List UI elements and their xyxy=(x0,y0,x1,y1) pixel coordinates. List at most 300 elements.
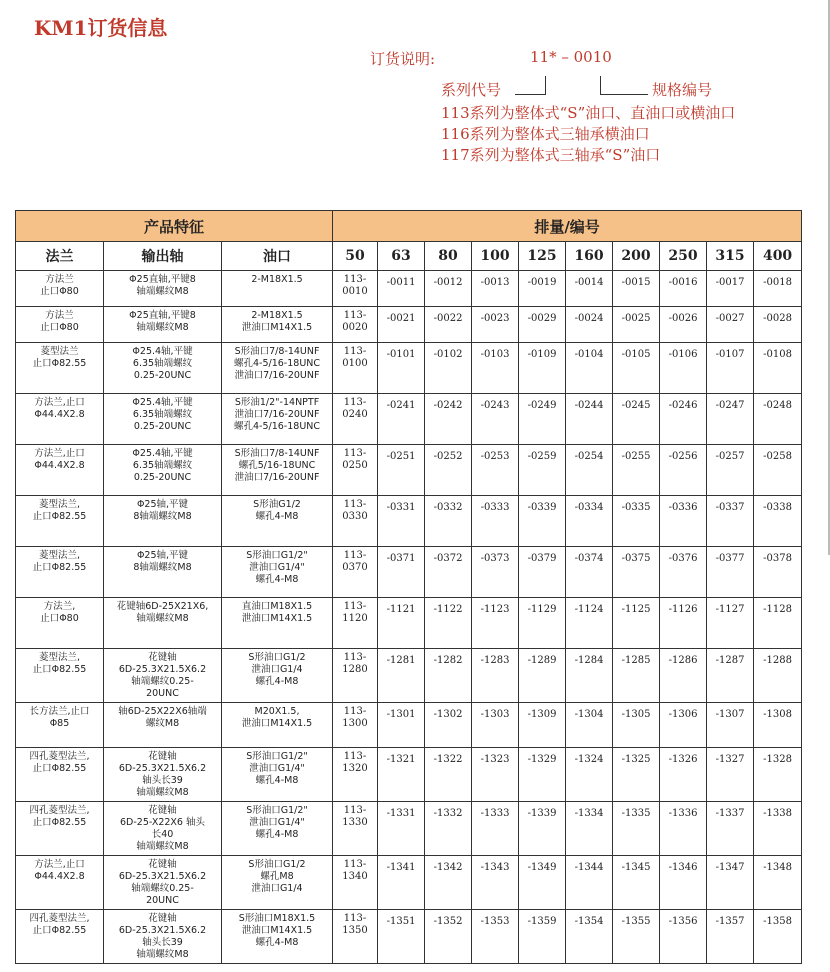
spec-code-cell xyxy=(425,598,472,649)
spec-code-cell-text: -0376 xyxy=(668,553,698,564)
base-code-cell xyxy=(333,307,378,343)
spec-code-cell-text: -1284 xyxy=(574,655,604,666)
base-code-cell xyxy=(333,910,378,964)
spec-code-cell-text: -1304 xyxy=(574,709,604,720)
spec-code-cell-text: -0247 xyxy=(715,400,745,411)
spec-code-cell xyxy=(425,748,472,802)
spec-code-cell-text: -0241 xyxy=(386,400,416,411)
shaft-cell xyxy=(104,598,222,649)
displacement-column-header: 315 xyxy=(707,242,754,271)
port-cell xyxy=(222,271,333,307)
table-row xyxy=(16,802,802,856)
table-row xyxy=(16,343,802,394)
spec-code-cell xyxy=(660,496,707,547)
flange-cell xyxy=(16,649,104,703)
spec-code-cell xyxy=(378,910,425,964)
spec-code-cell-text: -0019 xyxy=(527,277,557,288)
base-code-cell-text: 113- 1330 xyxy=(342,805,368,828)
spec-code-cell xyxy=(378,547,425,598)
spec-number-label: 规格编号 xyxy=(652,81,713,99)
flange-cell-text: 四孔菱型法兰, 止口Φ82.55 xyxy=(29,751,90,774)
spec-code-cell-text: -1357 xyxy=(715,916,745,927)
port-cell-text: S形油1/2"-14NPTF 泄油口7/16-20UNF 螺孔4-5/16-18UNC xyxy=(234,397,321,432)
port-cell-text: S形油口7/8-14UNF 螺孔5/16-18UNC 泄油口7/16-20UNF xyxy=(234,448,320,483)
spec-code-cell xyxy=(519,703,566,748)
spec-code-cell-text: -0101 xyxy=(386,349,416,360)
base-code-cell xyxy=(333,598,378,649)
spec-code-cell xyxy=(754,496,802,547)
spec-code-cell-text: -1342 xyxy=(433,862,463,873)
spec-code-cell xyxy=(754,703,802,748)
spec-code-cell xyxy=(425,271,472,307)
spec-code-cell-text: -1288 xyxy=(763,655,792,666)
spec-code-cell-text: -0015 xyxy=(621,277,651,288)
flange-cell-text: 长方法兰,止口 Φ85 xyxy=(29,706,90,729)
spec-code-cell-text: -1323 xyxy=(480,754,510,765)
spec-code-cell-text: -0245 xyxy=(621,400,651,411)
spec-code-cell xyxy=(660,703,707,748)
spec-code-cell-text: -1344 xyxy=(574,862,604,873)
spec-code-cell xyxy=(566,802,613,856)
spec-code-cell xyxy=(566,445,613,496)
displacement-column-header: 50 xyxy=(333,242,378,271)
page-title: KM1订货信息 xyxy=(34,16,168,40)
base-code-cell xyxy=(333,496,378,547)
spec-code-cell-text: -0022 xyxy=(433,313,463,324)
spec-code-cell xyxy=(425,343,472,394)
spec-code-cell-text: -0254 xyxy=(574,451,604,462)
spec-code-cell xyxy=(519,343,566,394)
spec-code-cell-text: -1326 xyxy=(668,754,698,765)
spec-code-cell-text: -0104 xyxy=(574,349,604,360)
spec-code-cell-text: -1303 xyxy=(480,709,510,720)
spec-code-cell xyxy=(754,856,802,910)
spec-code-cell xyxy=(613,748,660,802)
spec-code-cell xyxy=(754,910,802,964)
spec-code-cell-text: -1123 xyxy=(480,604,510,615)
spec-code-cell-text: -0338 xyxy=(763,502,792,513)
spec-code-cell-text: -1354 xyxy=(574,916,604,927)
shaft-cell-text: 花键轴 6D-25-X22X6 轴头 长40 轴端螺纹M8 xyxy=(120,805,205,852)
spec-code-cell-text: -1329 xyxy=(527,754,557,765)
spec-code-cell xyxy=(519,307,566,343)
spec-code-cell xyxy=(660,547,707,598)
base-code-cell-text: 113- 0370 xyxy=(342,550,368,573)
displacement-group-header: 排量/编号 xyxy=(333,211,802,242)
base-code-cell xyxy=(333,547,378,598)
spec-code-cell-text: -1287 xyxy=(715,655,745,666)
base-code-cell-text: 113- 0020 xyxy=(342,310,368,333)
spec-code-cell-text: -0372 xyxy=(433,553,463,564)
flange-cell xyxy=(16,307,104,343)
spec-code-cell-text: -1307 xyxy=(715,709,745,720)
spec-code-cell xyxy=(425,394,472,445)
flange-cell xyxy=(16,394,104,445)
spec-code-cell-text: -1356 xyxy=(668,916,698,927)
spec-code-cell-text: -1349 xyxy=(527,862,557,873)
spec-code-cell xyxy=(660,856,707,910)
flange-cell-text: 方法兰, 止口Φ80 xyxy=(40,601,79,624)
spec-code-cell xyxy=(660,343,707,394)
spec-code-cell xyxy=(754,748,802,802)
spec-code-cell xyxy=(378,598,425,649)
flange-cell-text: 方法兰,止口 Φ44.4X2.8 xyxy=(34,397,85,420)
shaft-cell xyxy=(104,394,222,445)
port-cell-text: 直油口M18X1.5 泄油口M14X1.5 xyxy=(241,601,313,624)
series-connector xyxy=(545,76,547,95)
shaft-cell-text: Φ25直轴,平键8 轴端螺纹M8 xyxy=(129,274,196,297)
shaft-cell xyxy=(104,703,222,748)
shaft-cell-text: 花键轴 6D-25.3X21.5X6.2 轴端螺纹0.25- 20UNC xyxy=(118,652,207,699)
order-note: 116系列为整体式三轴承横油口 xyxy=(441,125,650,143)
spec-code-cell-text: -0333 xyxy=(480,502,510,513)
table-row xyxy=(16,271,802,307)
spec-code-cell xyxy=(660,598,707,649)
spec-code-cell xyxy=(754,343,802,394)
order-instructions-label: 订货说明: xyxy=(370,50,436,68)
spec-code-cell-text: -0017 xyxy=(715,277,745,288)
port-column-header: 油口 xyxy=(222,242,333,271)
spec-code-cell-text: -0248 xyxy=(763,400,792,411)
spec-code-cell xyxy=(707,445,754,496)
spec-code-cell-text: -1353 xyxy=(480,916,510,927)
flange-cell xyxy=(16,856,104,910)
table-row xyxy=(16,856,802,910)
spec-code-cell xyxy=(660,445,707,496)
port-cell-text: S形油G1/2 螺孔4-M8 xyxy=(253,499,301,522)
spec-code-cell-text: -0246 xyxy=(668,400,698,411)
spec-code-cell-text: -0374 xyxy=(574,553,604,564)
table-row xyxy=(16,307,802,343)
shaft-cell-text: 花键轴 6D-25.3X21.5X6.2 轴头长39 轴端螺纹M8 xyxy=(118,913,207,960)
shaft-cell xyxy=(104,445,222,496)
spec-code-cell xyxy=(566,271,613,307)
shaft-cell-text: Φ25.4轴,平键 6.35轴端螺纹 0.25-20UNC xyxy=(132,397,193,432)
spec-code-cell-text: -0106 xyxy=(668,349,698,360)
flange-cell xyxy=(16,496,104,547)
base-code-cell-text: 113- 0010 xyxy=(342,274,368,297)
shaft-cell-text: Φ25.4轴,平键 6.35轴端螺纹 0.25-20UNC xyxy=(132,448,193,483)
spec-code-cell-text: -1355 xyxy=(621,916,651,927)
spec-code-cell xyxy=(519,910,566,964)
base-code-cell xyxy=(333,649,378,703)
spec-code-cell-text: -0244 xyxy=(574,400,604,411)
table-row xyxy=(16,445,802,496)
base-code-cell xyxy=(333,856,378,910)
spec-code-cell-text: -0257 xyxy=(715,451,745,462)
spec-code-cell-text: -0379 xyxy=(527,553,557,564)
flange-cell-text: 菱型法兰, 止口Φ82.55 xyxy=(32,652,87,675)
spec-code-cell xyxy=(613,394,660,445)
port-cell xyxy=(222,343,333,394)
spec-code-cell xyxy=(613,547,660,598)
port-cell xyxy=(222,802,333,856)
spec-code-cell xyxy=(660,307,707,343)
spec-code-cell xyxy=(519,547,566,598)
flange-cell xyxy=(16,703,104,748)
spec-code-cell xyxy=(660,271,707,307)
spec-code-cell xyxy=(707,394,754,445)
spec-code-cell xyxy=(472,910,519,964)
spec-code-cell-text: -0026 xyxy=(668,313,698,324)
base-code-cell-text: 113- 1300 xyxy=(342,706,368,729)
spec-code-cell xyxy=(519,748,566,802)
spec-code-cell-text: -0249 xyxy=(527,400,557,411)
spec-code-cell xyxy=(378,271,425,307)
spec-code-cell xyxy=(566,856,613,910)
spec-code-cell-text: -0025 xyxy=(621,313,651,324)
table-row xyxy=(16,649,802,703)
spec-code-cell xyxy=(707,598,754,649)
shaft-cell-text: Φ25轴,平键 8轴端螺纹M8 xyxy=(133,550,192,573)
spec-code-cell xyxy=(378,343,425,394)
port-cell-text: 2-M18X1.5 xyxy=(251,274,303,285)
spec-code-cell-text: -0029 xyxy=(527,313,557,324)
flange-cell xyxy=(16,748,104,802)
spec-code-cell xyxy=(472,856,519,910)
spec-code-cell-text: -1339 xyxy=(527,808,557,819)
spec-code-cell-text: -1126 xyxy=(668,604,698,615)
spec-code-cell-text: -0255 xyxy=(621,451,651,462)
spec-code-cell xyxy=(613,445,660,496)
spec-code-cell xyxy=(566,343,613,394)
spec-code-cell xyxy=(754,598,802,649)
spec-code-cell xyxy=(613,649,660,703)
spec-code-cell xyxy=(378,394,425,445)
spec-code-cell xyxy=(754,271,802,307)
base-code-cell-text: 113- 1120 xyxy=(342,601,368,624)
spec-code-cell-text: -0332 xyxy=(433,502,463,513)
displacement-column-header: 200 xyxy=(613,242,660,271)
flange-cell-text: 四孔菱型法兰, 止口Φ82.55 xyxy=(29,913,90,936)
spec-code-cell xyxy=(472,547,519,598)
shaft-cell xyxy=(104,649,222,703)
spec-code-cell-text: -1282 xyxy=(433,655,463,666)
base-code-cell-text: 113- 0250 xyxy=(342,448,368,471)
spec-code-cell xyxy=(566,598,613,649)
spec-code-cell xyxy=(754,802,802,856)
spec-code-cell-text: -0103 xyxy=(480,349,510,360)
spec-code-cell-text: -1343 xyxy=(480,862,510,873)
spec-code-cell-text: -0251 xyxy=(386,451,416,462)
spec-code-cell xyxy=(707,703,754,748)
port-cell-text: 2-M18X1.5 泄油口M14X1.5 xyxy=(241,310,313,333)
spec-code-cell-text: -1129 xyxy=(527,604,557,615)
spec-code-cell xyxy=(519,649,566,703)
port-cell-text: S形油口G1/2" 泄油口G1/4" 螺孔4-M8 xyxy=(246,805,308,840)
spec-code-cell-text: -0242 xyxy=(433,400,463,411)
spec-code-cell-text: -0012 xyxy=(433,277,463,288)
spec-code-cell xyxy=(378,703,425,748)
table-row xyxy=(16,748,802,802)
spec-code-cell-text: -1124 xyxy=(574,604,604,615)
shaft-cell-text: 花键轴 6D-25.3X21.5X6.2 轴端螺纹0.25- 20UNC xyxy=(118,859,207,906)
spec-code-cell-text: -0018 xyxy=(763,277,792,288)
spec-code-cell xyxy=(613,703,660,748)
spec-code-cell-text: -1338 xyxy=(763,808,792,819)
spec-code-cell xyxy=(707,649,754,703)
base-code-cell-text: 113- 1280 xyxy=(342,652,368,675)
spec-code-cell xyxy=(425,649,472,703)
spec-code-cell xyxy=(519,394,566,445)
spec-code-cell xyxy=(707,856,754,910)
base-code-cell xyxy=(333,445,378,496)
series-underline xyxy=(515,94,545,95)
displacement-column-header: 63 xyxy=(378,242,425,271)
order-note: 113系列为整体式“S”油口、直油口或横油口 xyxy=(441,104,736,122)
spec-code-cell xyxy=(425,547,472,598)
spec-code-cell-text: -1336 xyxy=(668,808,698,819)
flange-cell xyxy=(16,802,104,856)
base-code-cell-text: 113- 0240 xyxy=(342,397,368,420)
base-code-cell xyxy=(333,703,378,748)
table-row xyxy=(16,910,802,964)
spec-code-cell xyxy=(519,802,566,856)
flange-cell xyxy=(16,343,104,394)
shaft-cell-text: 轴6D-25X22X6轴端 螺纹M8 xyxy=(118,706,207,729)
spec-code-cell xyxy=(613,343,660,394)
spec-code-cell-text: -1321 xyxy=(386,754,416,765)
flange-cell-text: 方法兰 止口Φ80 xyxy=(40,274,79,297)
spec-code-cell-text: -1283 xyxy=(480,655,510,666)
spec-code-cell xyxy=(378,445,425,496)
port-cell-text: S形油口M18X1.5 泄油口M14X1.5 螺孔4-M8 xyxy=(238,913,316,948)
port-cell-text: S形油口G1/2" 泄油口G1/4" 螺孔4-M8 xyxy=(246,751,308,786)
spec-code-cell xyxy=(472,343,519,394)
port-cell-text: S形油口7/8-14UNF 螺孔4-5/16-18UNC 泄油口7/16-20UNF xyxy=(234,346,321,381)
spec-code-cell-text: -0013 xyxy=(480,277,510,288)
spec-code-cell-text: -1302 xyxy=(433,709,463,720)
flange-cell-text: 方法兰,止口 Φ44.4X2.8 xyxy=(34,859,85,882)
spec-code-cell-text: -1281 xyxy=(386,655,416,666)
spec-code-cell-text: -1306 xyxy=(668,709,698,720)
spec-code-cell xyxy=(707,748,754,802)
spec-code-cell-text: -1348 xyxy=(763,862,792,873)
spec-code-cell-text: -1309 xyxy=(527,709,557,720)
base-code-cell xyxy=(333,802,378,856)
spec-code-cell-text: -0109 xyxy=(527,349,557,360)
spec-code-cell xyxy=(613,856,660,910)
spec-code-cell xyxy=(472,445,519,496)
shaft-cell xyxy=(104,547,222,598)
spec-code-cell xyxy=(425,445,472,496)
spec-code-cell-text: -0252 xyxy=(433,451,463,462)
table-row xyxy=(16,703,802,748)
spec-code-cell xyxy=(754,307,802,343)
displacement-column-header: 250 xyxy=(660,242,707,271)
port-cell xyxy=(222,649,333,703)
base-code-cell-text: 113- 1350 xyxy=(342,913,368,936)
spec-code-cell-text: -0024 xyxy=(574,313,604,324)
spec-code-cell-text: -0258 xyxy=(763,451,792,462)
shaft-cell xyxy=(104,496,222,547)
spec-code-cell xyxy=(519,271,566,307)
spec-code-cell-text: -0331 xyxy=(386,502,416,513)
spec-code-cell xyxy=(566,649,613,703)
spec-code-cell-text: -1335 xyxy=(621,808,651,819)
spec-code-cell xyxy=(613,307,660,343)
spec-code-cell xyxy=(425,802,472,856)
flange-cell xyxy=(16,271,104,307)
flange-cell-text: 菱型法兰 止口Φ82.55 xyxy=(32,346,87,369)
spec-code-cell xyxy=(472,394,519,445)
spec-code-cell xyxy=(472,703,519,748)
spec-code-cell xyxy=(754,547,802,598)
spec-code-cell-text: -0105 xyxy=(621,349,651,360)
spec-code-cell-text: -1324 xyxy=(574,754,604,765)
spec-code-cell xyxy=(472,598,519,649)
spec-code-cell xyxy=(378,496,425,547)
spec-code-cell xyxy=(519,445,566,496)
order-code-pattern: 11* – 0010 xyxy=(530,48,612,66)
spec-code-cell-text: -0011 xyxy=(386,277,416,288)
spec-code-cell xyxy=(425,307,472,343)
spec-code-cell xyxy=(613,271,660,307)
spec-code-cell-text: -1332 xyxy=(433,808,463,819)
spec-code-cell-text: -1322 xyxy=(433,754,463,765)
spec-code-cell xyxy=(613,910,660,964)
spec-code-cell xyxy=(613,802,660,856)
spec-code-cell xyxy=(519,496,566,547)
spec-code-cell xyxy=(472,496,519,547)
displacement-column-header: 80 xyxy=(425,242,472,271)
spec-code-cell-text: -1358 xyxy=(763,916,792,927)
spec-code-cell-text: -1345 xyxy=(621,862,651,873)
spec-code-cell-text: -0243 xyxy=(480,400,510,411)
spec-code-cell-text: -0373 xyxy=(480,553,510,564)
spec-code-cell-text: -0253 xyxy=(480,451,510,462)
spec-code-cell-text: -0377 xyxy=(715,553,745,564)
spec-code-cell-text: -1121 xyxy=(386,604,416,615)
shaft-column-header: 输出轴 xyxy=(104,242,222,271)
shaft-cell-text: Φ25轴,平键 8轴端螺纹M8 xyxy=(133,499,192,522)
spec-code-cell xyxy=(519,598,566,649)
table-row xyxy=(16,496,802,547)
spec-code-cell xyxy=(519,856,566,910)
spec-code-cell-text: -1308 xyxy=(763,709,792,720)
spec-code-cell xyxy=(660,910,707,964)
spec-code-cell-text: -0334 xyxy=(574,502,604,513)
spec-code-cell xyxy=(754,394,802,445)
spec-code-cell xyxy=(707,271,754,307)
flange-cell xyxy=(16,445,104,496)
spec-connector xyxy=(600,76,602,95)
base-code-cell xyxy=(333,343,378,394)
port-cell-text: M20X1.5, 泄油口M14X1.5 xyxy=(241,706,313,729)
flange-cell-text: 菱型法兰, 止口Φ82.55 xyxy=(32,550,87,573)
spec-code-cell-text: -0337 xyxy=(715,502,745,513)
spec-code-cell xyxy=(566,496,613,547)
spec-code-cell xyxy=(425,910,472,964)
base-code-cell xyxy=(333,748,378,802)
spec-code-cell xyxy=(378,802,425,856)
spec-code-cell-text: -1337 xyxy=(715,808,745,819)
spec-code-cell-text: -0014 xyxy=(574,277,604,288)
spec-code-cell xyxy=(566,910,613,964)
spec-code-cell-text: -1327 xyxy=(715,754,745,765)
shaft-cell-text: Φ25.4轴,平键 6.35轴端螺纹 0.25-20UNC xyxy=(132,346,193,381)
spec-code-cell-text: -0107 xyxy=(715,349,745,360)
spec-code-cell xyxy=(707,910,754,964)
spec-code-cell xyxy=(378,856,425,910)
spec-code-cell xyxy=(754,649,802,703)
spec-code-cell xyxy=(472,802,519,856)
spec-code-cell xyxy=(378,307,425,343)
spec-code-cell-text: -0339 xyxy=(527,502,557,513)
spec-code-cell xyxy=(566,748,613,802)
features-group-header: 产品特征 xyxy=(16,211,333,242)
displacement-column-header: 160 xyxy=(566,242,613,271)
